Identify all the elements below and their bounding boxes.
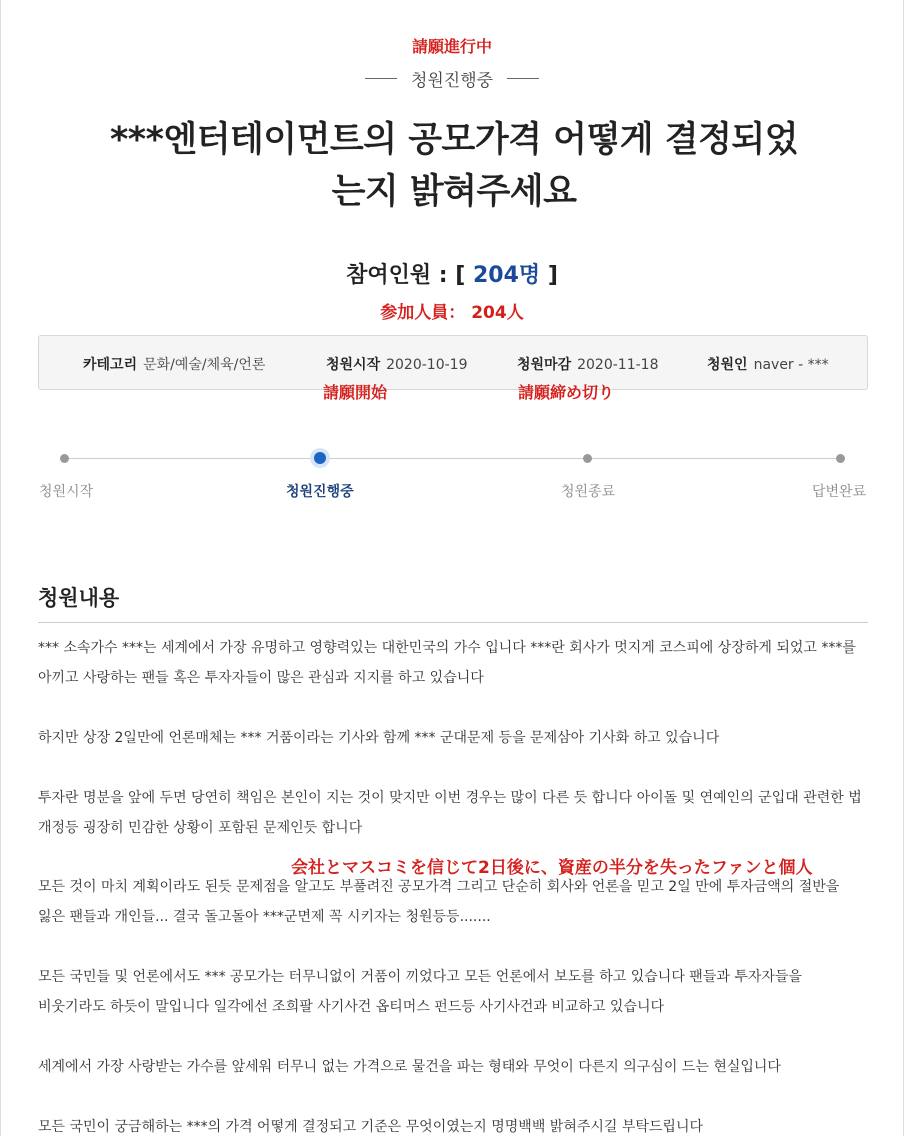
end-label: 청원마감 [517,357,572,373]
progress-track [64,458,840,459]
category-value: 문화/예술/체육/언론 [143,357,266,373]
start-label: 청원시작 [326,357,381,373]
content-paragraph: 모든 국민이 궁금해하는 ***의 가격 어떻게 결정되고 기준은 무엇이였는지 명명백백 밝혀주시길 부탁드립니다 [38,1119,704,1135]
step-dot-start [60,454,69,463]
end-jp-annotation: 請願締め切り [518,383,615,402]
start-info [326,354,467,374]
page-title [61,114,847,218]
step-closed: 청원종료 [561,484,616,500]
count-jp-annotation: 参加人員： 204人 [380,303,524,323]
start-date: 2020-10-19 [386,357,468,373]
petition-info-box [38,335,868,390]
author-value: naver - *** [753,357,829,373]
participant-number: 204명 [472,263,541,288]
author-info [707,354,829,374]
category-label: 카테고리 [83,357,138,373]
status-jp-annotation: 請願進行中 [411,37,492,56]
divider [365,78,397,79]
note-jp-annotation: 会社とマスコミを信じて2日後に、資産の半分を失ったファンと個人 [291,858,813,878]
status-header [1,66,903,91]
content-paragraph: 투자란 명분을 앞에 두면 당연히 책임은 본인이 지는 것이 맞지만 이번 경우는 많이 다른 듯 합니다 아이돌 및 연예인의 군입대 관련한 법 개정등 굉장히 민감한 상황이 포함된 문제인듯 합니다 [38,790,862,836]
title-line-1: ***엔터테이먼트의 공모가격 어떻게 결정되었 [109,120,799,160]
content-paragraph: 하지만 상장 2일만에 언론매체는 *** 거품이라는 기사와 함께 *** 군대문제 등을 문제삼아 기사화 하고 있습니다 [38,730,720,746]
author-label: 청원인 [707,357,748,373]
step-dot-active [314,452,326,464]
participant-label: 참여인원 : [ [346,263,473,288]
step-in-progress: 청원진행중 [286,484,354,500]
title-line-2: 는지 밝혀주세요 [331,172,577,212]
start-jp-annotation: 請願開始 [323,383,388,402]
step-answered: 답변완료 [812,484,867,500]
content-paragraph: *** 소속가수 ***는 세계에서 가장 유명하고 영향력있는 대한민국의 가수 입니다 ***란 회사가 멋지게 코스피에 상장하게 되었고 ***를 아끼고 사랑하는 팬들 혹은 투자자들이 많은 관심과 지지를 하고 있습니다 [38,640,856,686]
content-paragraph: 세계에서 가장 사랑받는 가수를 앞세워 터무니 없는 가격으로 물건을 파는 형태와 무엇이 다른지 의구심이 드는 현실입니다 [38,1059,781,1075]
end-info [517,354,658,374]
step-dot-closed [583,454,592,463]
step-start: 청원시작 [39,484,94,500]
step-dot-answered [836,454,845,463]
participant-count [1,258,903,289]
content-paragraph: 모든 것이 마치 계획이라도 된듯 문제점을 알고도 부풀려진 공모가격 그리고 단순히 회사와 언론을 믿고 2일 만에 투자금액의 절반을 잃은 팬들과 개인들... 결국 돌고돌아 ***군면제 꼭 시키자는 청원등등....... [38,879,840,925]
divider [507,78,539,79]
end-date: 2020-11-18 [577,357,659,373]
category-info [83,354,265,374]
section-divider [38,622,868,623]
status-label: 청원진행중 [410,71,494,91]
content-section-title: 청원내용 [38,586,120,610]
content-paragraph: 모든 국민들 및 언론에서도 *** 공모가는 터무니없이 거품이 끼었다고 모든 언론에서 보도를 하고 있습니다 팬들과 투자자들을 비웃기라도 하듯이 말입니다 일각에선 조희팔 사기사건 옵티머스 펀드등 사기사건과 비교하고 있습니다 [38,969,802,1015]
participant-close: ] [540,263,558,288]
